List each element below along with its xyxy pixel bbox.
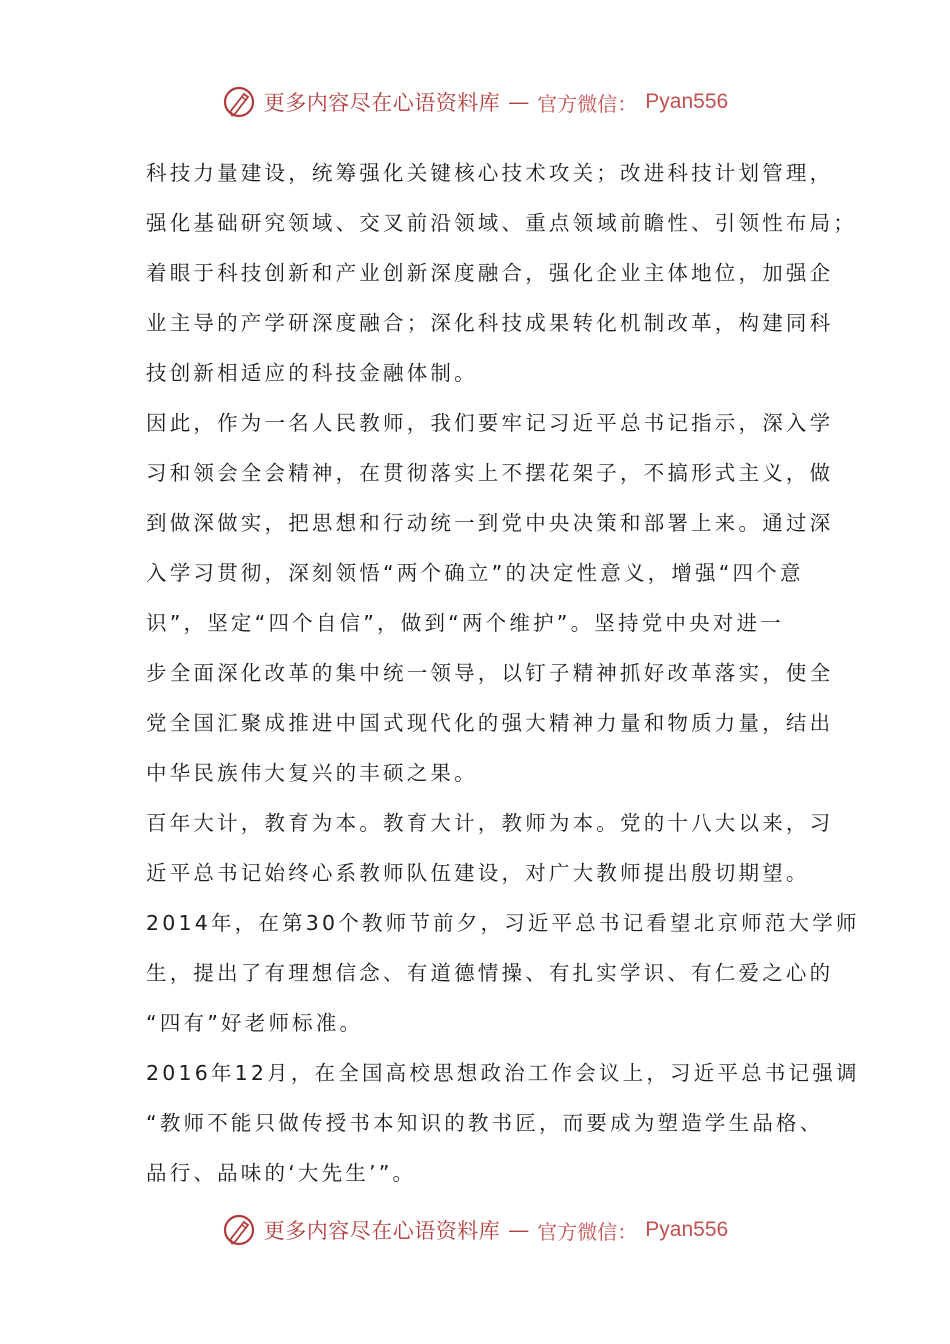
- footer-watermark-banner: [0, 1210, 950, 1250]
- paragraph-3: [146, 798, 834, 898]
- text-line: 强化基础研究领域、交叉前沿领域、重点领域前瞻性、引领性布局；: [146, 211, 857, 235]
- text-line: 2014年，在第30个教师节前夕，习近平总书记看望北京师范大学师: [146, 911, 860, 935]
- text-line: 步全面深化改革的集中统一领导，以钉子精神抓好改革落实，使全: [146, 661, 834, 685]
- text-line: 到做深做实，把思想和行动统一到党中央决策和部署上来。通过深: [146, 511, 834, 535]
- text-line: 技创新相适应的科技金融体制。: [146, 361, 478, 385]
- footer-wechat-label: 官方微信：: [537, 1219, 638, 1244]
- text-line: 近平总书记始终心系教师队伍建设，对广大教师提出殷切期望。: [146, 861, 810, 885]
- text-line: 入学习贯彻，深刻领悟“两个确立”的决定性意义，增强“四个意: [146, 561, 804, 585]
- header-brand-text: 更多内容尽在心语资料库: [263, 91, 501, 115]
- text-line: 着眼于科技创新和产业创新深度融合，强化企业主体地位，加强企: [146, 261, 834, 285]
- footer-wechat-id: Pyan556: [645, 1218, 729, 1241]
- text-line: 品行、品味的‘大先生’”。: [146, 1161, 417, 1185]
- document-body: [146, 148, 860, 1198]
- text-line: “四有”好老师标准。: [146, 1011, 364, 1035]
- text-line: 习和领会全会精神，在贯彻落实上不摆花架子，不搞形式主义，做: [146, 461, 834, 485]
- paragraph-4: [146, 898, 860, 1048]
- pen-logo-icon: [222, 1213, 256, 1247]
- paragraph-1: [146, 148, 857, 398]
- paragraph-5: [146, 1048, 860, 1198]
- header-watermark-banner: [0, 82, 950, 122]
- footer-brand-text: 更多内容尽在心语资料库: [263, 1219, 501, 1243]
- text-line: “教师不能只做传授书本知识的教书匠，而要成为塑造学生品格、: [146, 1111, 824, 1135]
- text-line: 科技力量建设，统筹强化关键核心技术攻关；改进科技计划管理，: [146, 161, 834, 185]
- text-line: 2016年12月，在全国高校思想政治工作会议上，习近平总书记强调: [146, 1061, 860, 1085]
- text-line: 百年大计，教育为本。教育大计，教师为本。党的十八大以来，习: [146, 811, 834, 835]
- header-separator: —: [508, 90, 530, 114]
- text-line: 识”，坚定“四个自信”，做到“两个维护”。坚持党中央对进一: [146, 611, 784, 635]
- header-wechat-id: Pyan556: [645, 90, 729, 113]
- paragraph-2: [146, 398, 834, 798]
- text-line: 党全国汇聚成推进中国式现代化的强大精神力量和物质力量，结出: [146, 711, 834, 735]
- header-wechat-label: 官方微信：: [537, 91, 638, 116]
- text-line: 中华民族伟大复兴的丰硕之果。: [146, 761, 478, 785]
- text-line: 因此，作为一名人民教师，我们要牢记习近平总书记指示，深入学: [146, 411, 834, 435]
- text-line: 业主导的产学研深度融合；深化科技成果转化机制改革，构建同科: [146, 311, 834, 335]
- text-line: 生，提出了有理想信念、有道德情操、有扎实学识、有仁爱之心的: [146, 961, 834, 985]
- pen-logo-icon: [222, 85, 256, 119]
- footer-separator: —: [508, 1218, 530, 1242]
